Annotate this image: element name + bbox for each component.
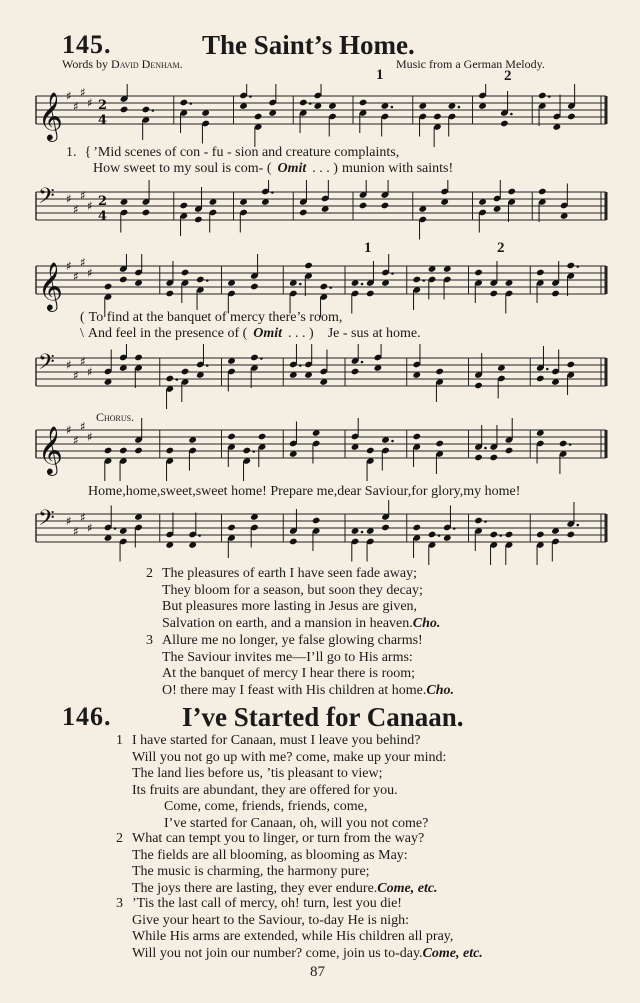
verse-line	[116, 733, 446, 750]
svg-text:2: 2	[98, 194, 108, 209]
svg-text:♯: ♯	[87, 521, 93, 535]
verse-text: Salvation on earth, and a mansion in heaven.	[162, 615, 413, 631]
svg-text:♯: ♯	[80, 188, 86, 203]
omit-dots: . . . )	[312, 161, 338, 176]
page-number: 87	[310, 964, 325, 980]
verse-text: O! there may I feast with His children at home.	[162, 682, 427, 698]
hymn-146-number: 146.	[62, 702, 112, 731]
verse-line	[146, 633, 454, 650]
refrain-cue: Come, etc.	[377, 880, 438, 896]
chorus-label: Chorus.	[96, 410, 135, 424]
hymn-146-verse-3	[116, 896, 483, 962]
lyric-text: ’Mid scenes of con - fu - sion and creature complaints,	[93, 145, 400, 160]
svg-text:♯: ♯	[66, 192, 72, 206]
svg-text:2: 2	[98, 98, 108, 113]
hymn-145-number: 145.	[62, 30, 112, 59]
verse-text: ’Tis the last call of mercy, oh! turn, lest you die!	[132, 896, 402, 911]
verse-text: Allure me no longer, ye false glowing charms!	[162, 633, 423, 648]
svg-text:4: 4	[98, 209, 108, 224]
lyric-text: How sweet to my soul is com- (	[93, 161, 272, 176]
omit-label: Omit	[277, 161, 307, 176]
verse-line: They bloom for a season, but soon they decay;	[162, 582, 423, 598]
verse-line: The music is charming, the harmony pure;	[132, 864, 370, 879]
verse-line: The fields are all blooming, as blooming as May:	[132, 847, 408, 863]
svg-text:♯: ♯	[87, 430, 93, 444]
verse-line: Will you not go up with me? come, make up your mind:	[132, 749, 447, 765]
svg-text:♯: ♯	[80, 255, 86, 270]
svg-text:♯: ♯	[73, 99, 79, 114]
bass-staff-system-3	[0, 500, 640, 570]
verse-line	[116, 946, 483, 963]
verse-number: 3	[116, 896, 123, 911]
verse-line: The land lies before us, ’tis pleasant to view;	[132, 766, 383, 781]
verse-text: The pleasures of earth I have seen fade away;	[162, 566, 417, 581]
verse-line	[146, 566, 440, 583]
hymn-146-verse-2	[116, 831, 438, 897]
omit-dots: . . . )	[288, 326, 314, 341]
verse-number: 2	[146, 566, 153, 581]
svg-text:𝄢: 𝄢	[38, 506, 55, 536]
hymn-145-verse-2	[146, 566, 440, 632]
verse-line	[116, 881, 438, 898]
verse-line: I’ve started for Canaan, oh, will you not come?	[164, 815, 429, 831]
svg-text:𝄞: 𝄞	[38, 91, 63, 140]
svg-text:♯: ♯	[80, 85, 86, 100]
refrain-cue: Come, etc.	[422, 945, 483, 961]
svg-text:♯: ♯	[73, 524, 79, 539]
volta-2-label-s1: 2	[504, 68, 512, 84]
verse-line	[116, 831, 438, 848]
verse-1-lyric-line-3	[80, 310, 342, 326]
lyric-text: munion with saints!	[341, 161, 454, 176]
svg-text:♯: ♯	[87, 199, 93, 213]
words-prefix: Words by	[62, 57, 112, 71]
hymn-146-verse-1	[116, 733, 446, 832]
svg-text:𝄞: 𝄞	[38, 425, 63, 474]
svg-text:♯: ♯	[66, 89, 72, 103]
lyric-text: To find at the banquet of mercy there’s room,	[88, 310, 343, 325]
words-credit	[62, 57, 183, 72]
verse-text: The joys there are lasting, they ever endure.	[132, 880, 378, 896]
treble-staff-system-1	[0, 84, 640, 154]
verse-text: I have started for Canaan, must I leave you behind?	[132, 733, 421, 748]
verse-line: Its fruits are abundant, they are offered for you.	[132, 782, 398, 798]
verse-1-lyric-line-4	[80, 326, 421, 342]
verse-number: 3	[146, 633, 153, 648]
verse-line: But pleasures more lasting in Jesus are given,	[162, 599, 418, 614]
volta-2-label-s2: 2	[497, 240, 505, 256]
verse-line	[146, 616, 440, 633]
svg-text:♯: ♯	[87, 266, 93, 280]
verse-1-lyric-line-1	[66, 145, 399, 161]
svg-text:♯: ♯	[73, 269, 79, 284]
svg-text:♯: ♯	[66, 514, 72, 528]
hymn-145-title: The Saint’s Home.	[202, 30, 415, 60]
verse-line	[116, 896, 483, 913]
svg-text:♯: ♯	[73, 433, 79, 448]
svg-text:♯: ♯	[87, 365, 93, 379]
svg-text:𝄞: 𝄞	[38, 261, 63, 310]
chorus-lyric: Home,home,sweet,sweet home! Prepare me,dear Saviour,for glory,my home!	[88, 484, 521, 499]
svg-text:♯: ♯	[80, 510, 86, 525]
music-credit: Music from a German Melody.	[396, 57, 545, 71]
words-author: David Denham.	[111, 57, 183, 71]
volta-1-label-s2: 1	[364, 240, 372, 256]
svg-text:♯: ♯	[66, 358, 72, 372]
svg-text:♯: ♯	[80, 419, 86, 434]
verse-number: 2	[116, 831, 123, 846]
verse-line: Come, come, friends, friends, come,	[164, 799, 368, 814]
svg-text:♯: ♯	[73, 202, 79, 217]
verse-text: Will you not join our number? come, join us to-day.	[132, 945, 423, 961]
verse-line: While His arms are extended, while His children all pray,	[132, 929, 454, 944]
treble-staff-system-3	[0, 418, 640, 488]
lyric-text: Je - sus at home.	[327, 326, 421, 341]
svg-text:♯: ♯	[80, 354, 86, 369]
svg-text:𝄢: 𝄢	[38, 350, 55, 380]
svg-text:4: 4	[98, 113, 108, 128]
brace-glyph: (	[80, 310, 85, 325]
hymn-146-title: I’ve Started for Canaan.	[182, 702, 464, 732]
svg-text:𝄢: 𝄢	[38, 184, 55, 214]
brace-glyph: \	[80, 326, 84, 341]
svg-text:♯: ♯	[66, 423, 72, 437]
verse-text: What can tempt you to linger, or turn from the way?	[132, 831, 425, 846]
svg-text:♯: ♯	[73, 368, 79, 383]
svg-text:♯: ♯	[66, 259, 72, 273]
brace-glyph: {	[84, 145, 92, 160]
verse-1-lyric-line-2	[93, 161, 453, 177]
verse-number: 1	[116, 733, 123, 748]
svg-text:♯: ♯	[87, 96, 93, 110]
hymn-145-verse-3	[146, 633, 454, 699]
verse-line	[146, 683, 454, 700]
bass-staff-system-2	[0, 344, 640, 414]
omit-label: Omit	[253, 326, 283, 341]
refrain-cue: Cho.	[412, 615, 441, 631]
volta-1-label-s1: 1	[376, 67, 384, 83]
verse-line: Give your heart to the Saviour, to-day He is nigh:	[132, 912, 410, 928]
verse-line: At the banquet of mercy I hear there is room;	[162, 666, 416, 681]
verse-1-number: 1.	[66, 145, 77, 160]
verse-line: The Saviour invites me—I’ll go to His arms:	[162, 649, 413, 665]
lyric-text: And feel in the presence of (	[87, 326, 248, 341]
bass-staff-system-1	[0, 180, 640, 250]
refrain-cue: Cho.	[426, 682, 454, 698]
